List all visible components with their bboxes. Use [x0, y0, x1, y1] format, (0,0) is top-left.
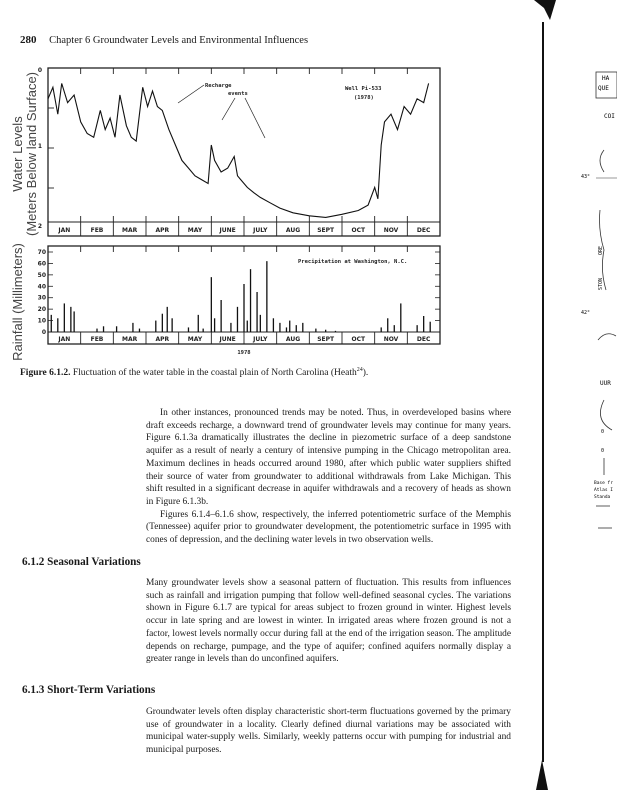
top-month-label: MAR: [122, 227, 138, 234]
figure-svg: [0, 58, 470, 378]
caption-text: Fluctuation of the water table in the coastal plain of North Carolina (Heath: [72, 368, 357, 379]
adjacent-page-svg: [534, 0, 617, 800]
bottom-ylabel: Rainfall (Millimeters): [10, 243, 25, 361]
bottom-ytick-label: 20: [37, 306, 46, 314]
bottom-month-label: JAN: [58, 336, 71, 343]
bottom-month-label: NOV: [383, 336, 399, 343]
frag-ha: HA: [602, 75, 610, 82]
recharge-pointer-3: [245, 98, 265, 138]
well-label: Well Pi-533: [345, 86, 382, 92]
figure-caption: [20, 367, 460, 378]
frag-standa: Standa: [594, 495, 611, 500]
frag-base: Base fr: [594, 481, 613, 486]
bottom-ytick-label: 50: [37, 271, 46, 279]
bottom-month-label: JUNE: [219, 336, 236, 343]
para-2: Figures 6.1.4–6.1.6 show, respectively, the inferred potentiometric surface of the Memphis (Tennessee) aquifer prior to groundwater development, the potentiometric surface in 1995 with cones of depression, and the declining water levels in two observation wells.: [146, 509, 511, 546]
adjacent-page-fragment: [534, 0, 617, 800]
top-month-label: OCT: [351, 227, 366, 234]
frag-que: QUE: [598, 85, 609, 92]
paragraph-trends: [146, 407, 511, 547]
frag-coi: COI: [604, 113, 615, 120]
annotation-recharge: Recharge: [205, 83, 232, 89]
bottom-month-label: MAR: [122, 336, 138, 343]
top-month-label: JUNE: [219, 227, 236, 234]
para-4: Groundwater levels often display characteristic short-term fluctuations governed by the primary use of groundwater in a locality. Clearly defined diurnal variations may be associated with municipal water-supply wells. Similarly, weekly patterns occur with pumping for industrial and municipal purposes.: [146, 707, 511, 756]
rainfall-bars: [51, 261, 430, 332]
top-month-label: MAY: [187, 227, 203, 234]
caption-ref: 24: [356, 367, 363, 373]
figure-6-1-2: [0, 58, 470, 378]
running-head: [20, 34, 308, 46]
top-ytick-1: 1: [37, 143, 42, 150]
frag-zero-2: 0: [601, 448, 605, 454]
page-bottom-mark: [536, 760, 548, 790]
section-6-1-3-heading: 6.1.3 Short-Term Variations: [22, 684, 156, 696]
top-ytick-0: 0: [37, 67, 42, 74]
frag-lat-42: 42°: [581, 310, 591, 316]
map-contour-3: [598, 334, 616, 340]
section-6-1-2-heading: 6.1.2 Seasonal Variations: [22, 556, 141, 568]
bottom-month-label: MAY: [187, 336, 203, 343]
frag-ore: ORE: [598, 245, 604, 255]
top-month-label: NOV: [383, 227, 399, 234]
top-ylabel-line1: Water Levels: [10, 116, 25, 192]
bottom-month-label: DEC: [416, 336, 431, 343]
top-month-label: SEPT: [317, 227, 335, 234]
top-ytick-2: 2: [37, 223, 42, 230]
caption-label: Figure 6.1.2.: [20, 368, 71, 379]
bottom-month-label: OCT: [351, 336, 366, 343]
frag-zero-1: 0: [601, 429, 605, 435]
bottom-month-label: SEPT: [317, 336, 335, 343]
para-3: Many groundwater levels show a seasonal pattern of fluctuation. This results from influences such as rainfall and irrigation pumping that follow well-defined seasonal cycles. The variations shown in Figure 6.1.7 are typical for areas subject to frozen ground in winter. Highest levels occur in late spring and are lowest in winter. In irrigated areas where frozen ground is not a factor, lowest levels normally occur during fall at the end of the irrigation season. The amplitude depends on recharge, pumpage, and the type of aquifer; confined aquifers normally display a greater range in levels than do unconfined aquifers.: [146, 578, 511, 665]
bottom-month-label: FEB: [90, 336, 104, 343]
map-contour-1: [600, 150, 604, 172]
bottom-ytick-label: 0: [41, 329, 46, 336]
frag-atlas: Atlas I: [594, 488, 613, 493]
top-month-label: APR: [155, 227, 170, 234]
bottom-ytick-label: 30: [37, 294, 46, 302]
page-corner-mark: [534, 0, 556, 20]
bottom-ytick-label: 10: [37, 317, 46, 325]
gutter-rule: [542, 22, 544, 762]
caption-end: ).: [362, 368, 369, 379]
para-1: In other instances, pronounced trends may be noted. Thus, in overdeveloped basins where draft exceeds recharge, a downward trend of groundwater levels may continue for many years. Figure 6.1.3a dramatically illustrates the decline in piezometric surface of a deep sandstone aquifer as a result of nearly a century of intensive pumping in the Chicago metropolitan area. Maximum declines in heads occurred around 1980, after which public water suppliers shifted their source of water from groundwater to additional withdrawals from Lake Michigan. This shift resulted in a significant decrease in aquifer withdrawals and a recovery of heads as shown in Figure 6.1.3b.: [146, 408, 511, 507]
top-month-label: AUG: [285, 227, 301, 234]
precip-annotation: Precipitation at Washington, N.C.: [298, 259, 408, 265]
top-month-label: JAN: [58, 227, 71, 234]
top-ylabel-line2: (Meters Below land Surface): [24, 71, 39, 237]
bottom-year: 1978: [237, 350, 251, 356]
bottom-month-label: AUG: [285, 336, 301, 343]
water-level-line: [48, 83, 429, 217]
top-month-label: FEB: [90, 227, 104, 234]
map-contour-4: [600, 400, 612, 430]
frag-lat-43: 43°: [581, 174, 591, 180]
top-month-label: JULY: [253, 227, 268, 234]
recharge-pointer-2: [222, 98, 235, 120]
bottom-ytick-label: 70: [37, 249, 46, 256]
paragraph-short-term: [146, 706, 511, 757]
bottom-month-label: APR: [155, 336, 170, 343]
paragraph-seasonal: [146, 577, 511, 666]
top-month-label: DEC: [416, 227, 431, 234]
chapter-title: Chapter 6 Groundwater Levels and Environmental Influences: [49, 35, 309, 46]
annotation-events: events: [228, 91, 248, 97]
bottom-ytick-label: 40: [37, 283, 46, 291]
frag-ston: STON: [598, 277, 604, 290]
page-number: 280: [20, 34, 37, 46]
bottom-ytick-label: 60: [37, 260, 46, 268]
bottom-month-label: JULY: [253, 336, 268, 343]
recharge-pointer-1: [178, 85, 204, 103]
frag-uur: UUR: [600, 380, 611, 387]
well-year: (1978): [354, 95, 374, 101]
